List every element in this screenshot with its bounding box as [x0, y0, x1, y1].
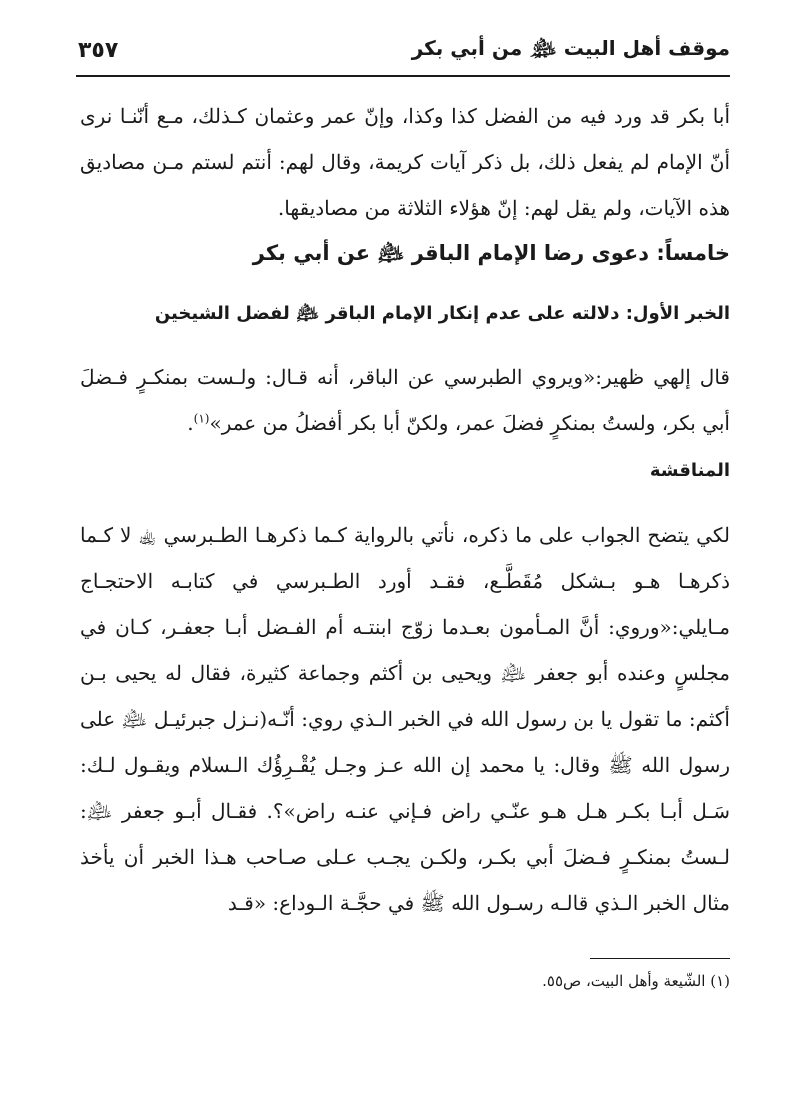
- quote-text: قال إلهي ظهير:«ويروي الطبرسي عن الباقر، أنه قـال: ولـست بمنكـرٍ فـضلَ أبي بكر، ولستُ بمنكرٍ فضلَ عمر، ولكنّ أبا بكر أفضلُ من عمر»: [80, 365, 730, 435]
- discussion-heading: المناقشة: [649, 460, 730, 481]
- section-heading-text: : دعوى رضا الإمام الباقر ﵇ عن أبي بكر: [252, 241, 665, 265]
- discussion-paragraph: لكي يتضح الجواب على ما ذكره، نأتي بالرواية كـما ذكرهـا الطـبرسي ﵀ لا كـما ذكرهـا هـو بـشكل مُقَطَّـع، فقـد أورد الطـبرسي في كتابـه الاحتجـاج مـايلي:«وروي: أنَّ المـأمون بعـدما زوّج ابنتـه أم الفـضل أبـا جعفـر، كـان في مجلسٍ وعنده أبو جعفر ﵇ ويحيى بن أكثم وجماعة كثيرة، فقال له يحيى بـن أكثم: ما تقول يا بن رسول الله في الخبر الـذي روي: أنّـه(نـزل جبرئيـل ﵇ على رسول الله ﷺ وقال: يا محمد إن الله عـز وجـل يُقْـرِؤُك الـسلام ويقـول لـك: سَـل أبـا بكـر هـل هـو عنّـي راض فـإني عنـه راض»؟. فقـال أبـو جعفر ﵇: لـستُ بمنكـرٍ فـضلَ أبي بكـر، ولكـن يجـب عـلى صـاحب هـذا الخبر أن يأخذ مثال الخبر الـذي قالـه رسـول الله ﷺ في حجَّـة الـوداع: «قـد: [80, 523, 730, 915]
- quote-paragraph: [80, 354, 730, 446]
- footnote: (١) الشّيعة وأهل البيت، ص٥٥.: [542, 972, 730, 990]
- page-number: ٣٥٧: [78, 37, 119, 63]
- footnote-rule: [590, 958, 730, 959]
- page-header: [78, 30, 730, 70]
- subsection-heading-text: : دلالته على عدم إنكار الإمام الباقر ﵇ لفضل الشيخين: [154, 303, 633, 324]
- section-heading-label: خامساً: [664, 241, 730, 265]
- header-rule: [76, 75, 730, 77]
- section-heading-fifth: [80, 240, 730, 271]
- quote-end: .: [187, 411, 194, 435]
- subsection-heading-label: الخبر الأول: [632, 303, 730, 324]
- footnote-reference: (١): [193, 411, 210, 426]
- intro-paragraph: أبا بكر قد ورد فيه من الفضل كذا وكذا، وإنّ عمر وعثمان كـذلك، مـع أنّنـا نرى أنّ الإمام لم يفعل ذلك، بل ذكر آيات كريمة، وقال لهم: أنتم لستم مـن مصاديق هذه الآيات، ولم يقل لهم: إنّ هؤلاء الثلاثة من مصاديقها.: [80, 104, 730, 220]
- subsection-heading-first-report: [80, 302, 730, 328]
- running-title: موقف أهل البيت ﵈ من أبي بكر: [411, 35, 730, 60]
